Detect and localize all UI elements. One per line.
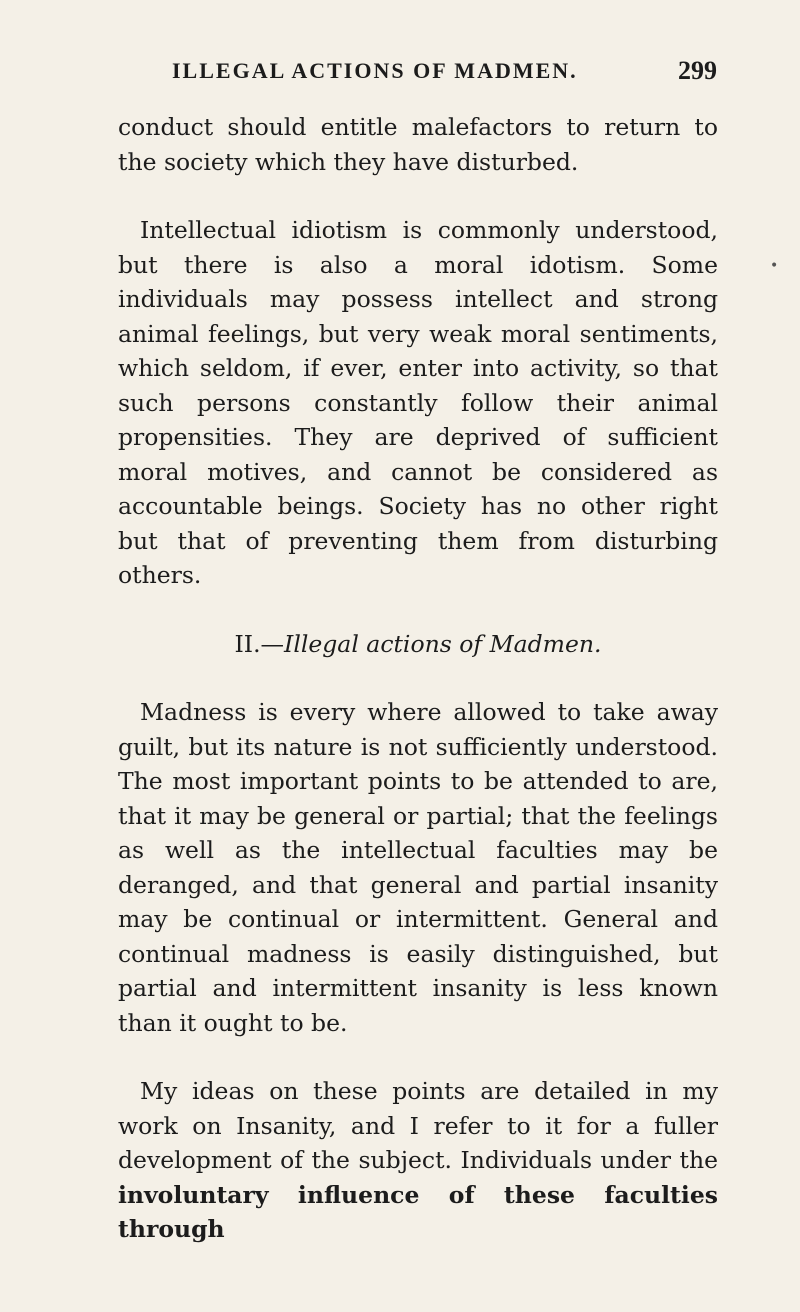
paragraph-moral-idiotism: Intellectual idiotism is commonly understood, but there is also a moral idotism. Some individuals may possess intellect and strong animal feelings, but very weak moral sentiments, which seldom, if ever, enter into activity, so that such persons constantly follow their animal propensities. They are deprived of sufficient moral motives, and cannot be considered as accountable beings. Society has no other right but that of preventing them from disturbing others. — [118, 216, 718, 589]
paragraph-gap — [118, 179, 718, 213]
page-number: 299 — [678, 56, 717, 85]
section-heading — [118, 627, 718, 662]
paragraph-insanity-work-last-line: involuntary influence of these faculties through — [118, 1180, 718, 1243]
section-title: Illegal actions of Madmen. — [284, 629, 602, 658]
margin-speck: • — [770, 258, 779, 274]
running-head — [172, 58, 717, 94]
body-text — [118, 110, 718, 1247]
paragraph-gap — [118, 593, 718, 627]
paragraph-insanity-work-text: My ideas on these points are detailed in my work on Insanity, and I refer to it for a fuller development of the subject. Individuals under the — [118, 1077, 718, 1174]
paragraph-gap — [118, 661, 718, 695]
paragraph-gap — [118, 1040, 718, 1074]
paragraph-insanity-work — [118, 1074, 718, 1247]
paragraph-continuation: conduct should entitle malefactors to return to the society which they have disturbed. — [118, 113, 718, 176]
paragraph-madness: Madness is every where allowed to take away guilt, but its nature is not sufficiently understood. The most important points to be attended to are, that it may be general or partial; that the feelings as well as the intellectual faculties may be deranged, and that general and partial insanity may be continual or intermittent. General and continual madness is easily distinguished, but partial and intermittent insanity is less known than it ought to be. — [118, 698, 718, 1037]
section-numeral: II.— — [234, 629, 285, 658]
running-head-title: ILLEGAL ACTIONS OF MADMEN. — [172, 58, 578, 83]
